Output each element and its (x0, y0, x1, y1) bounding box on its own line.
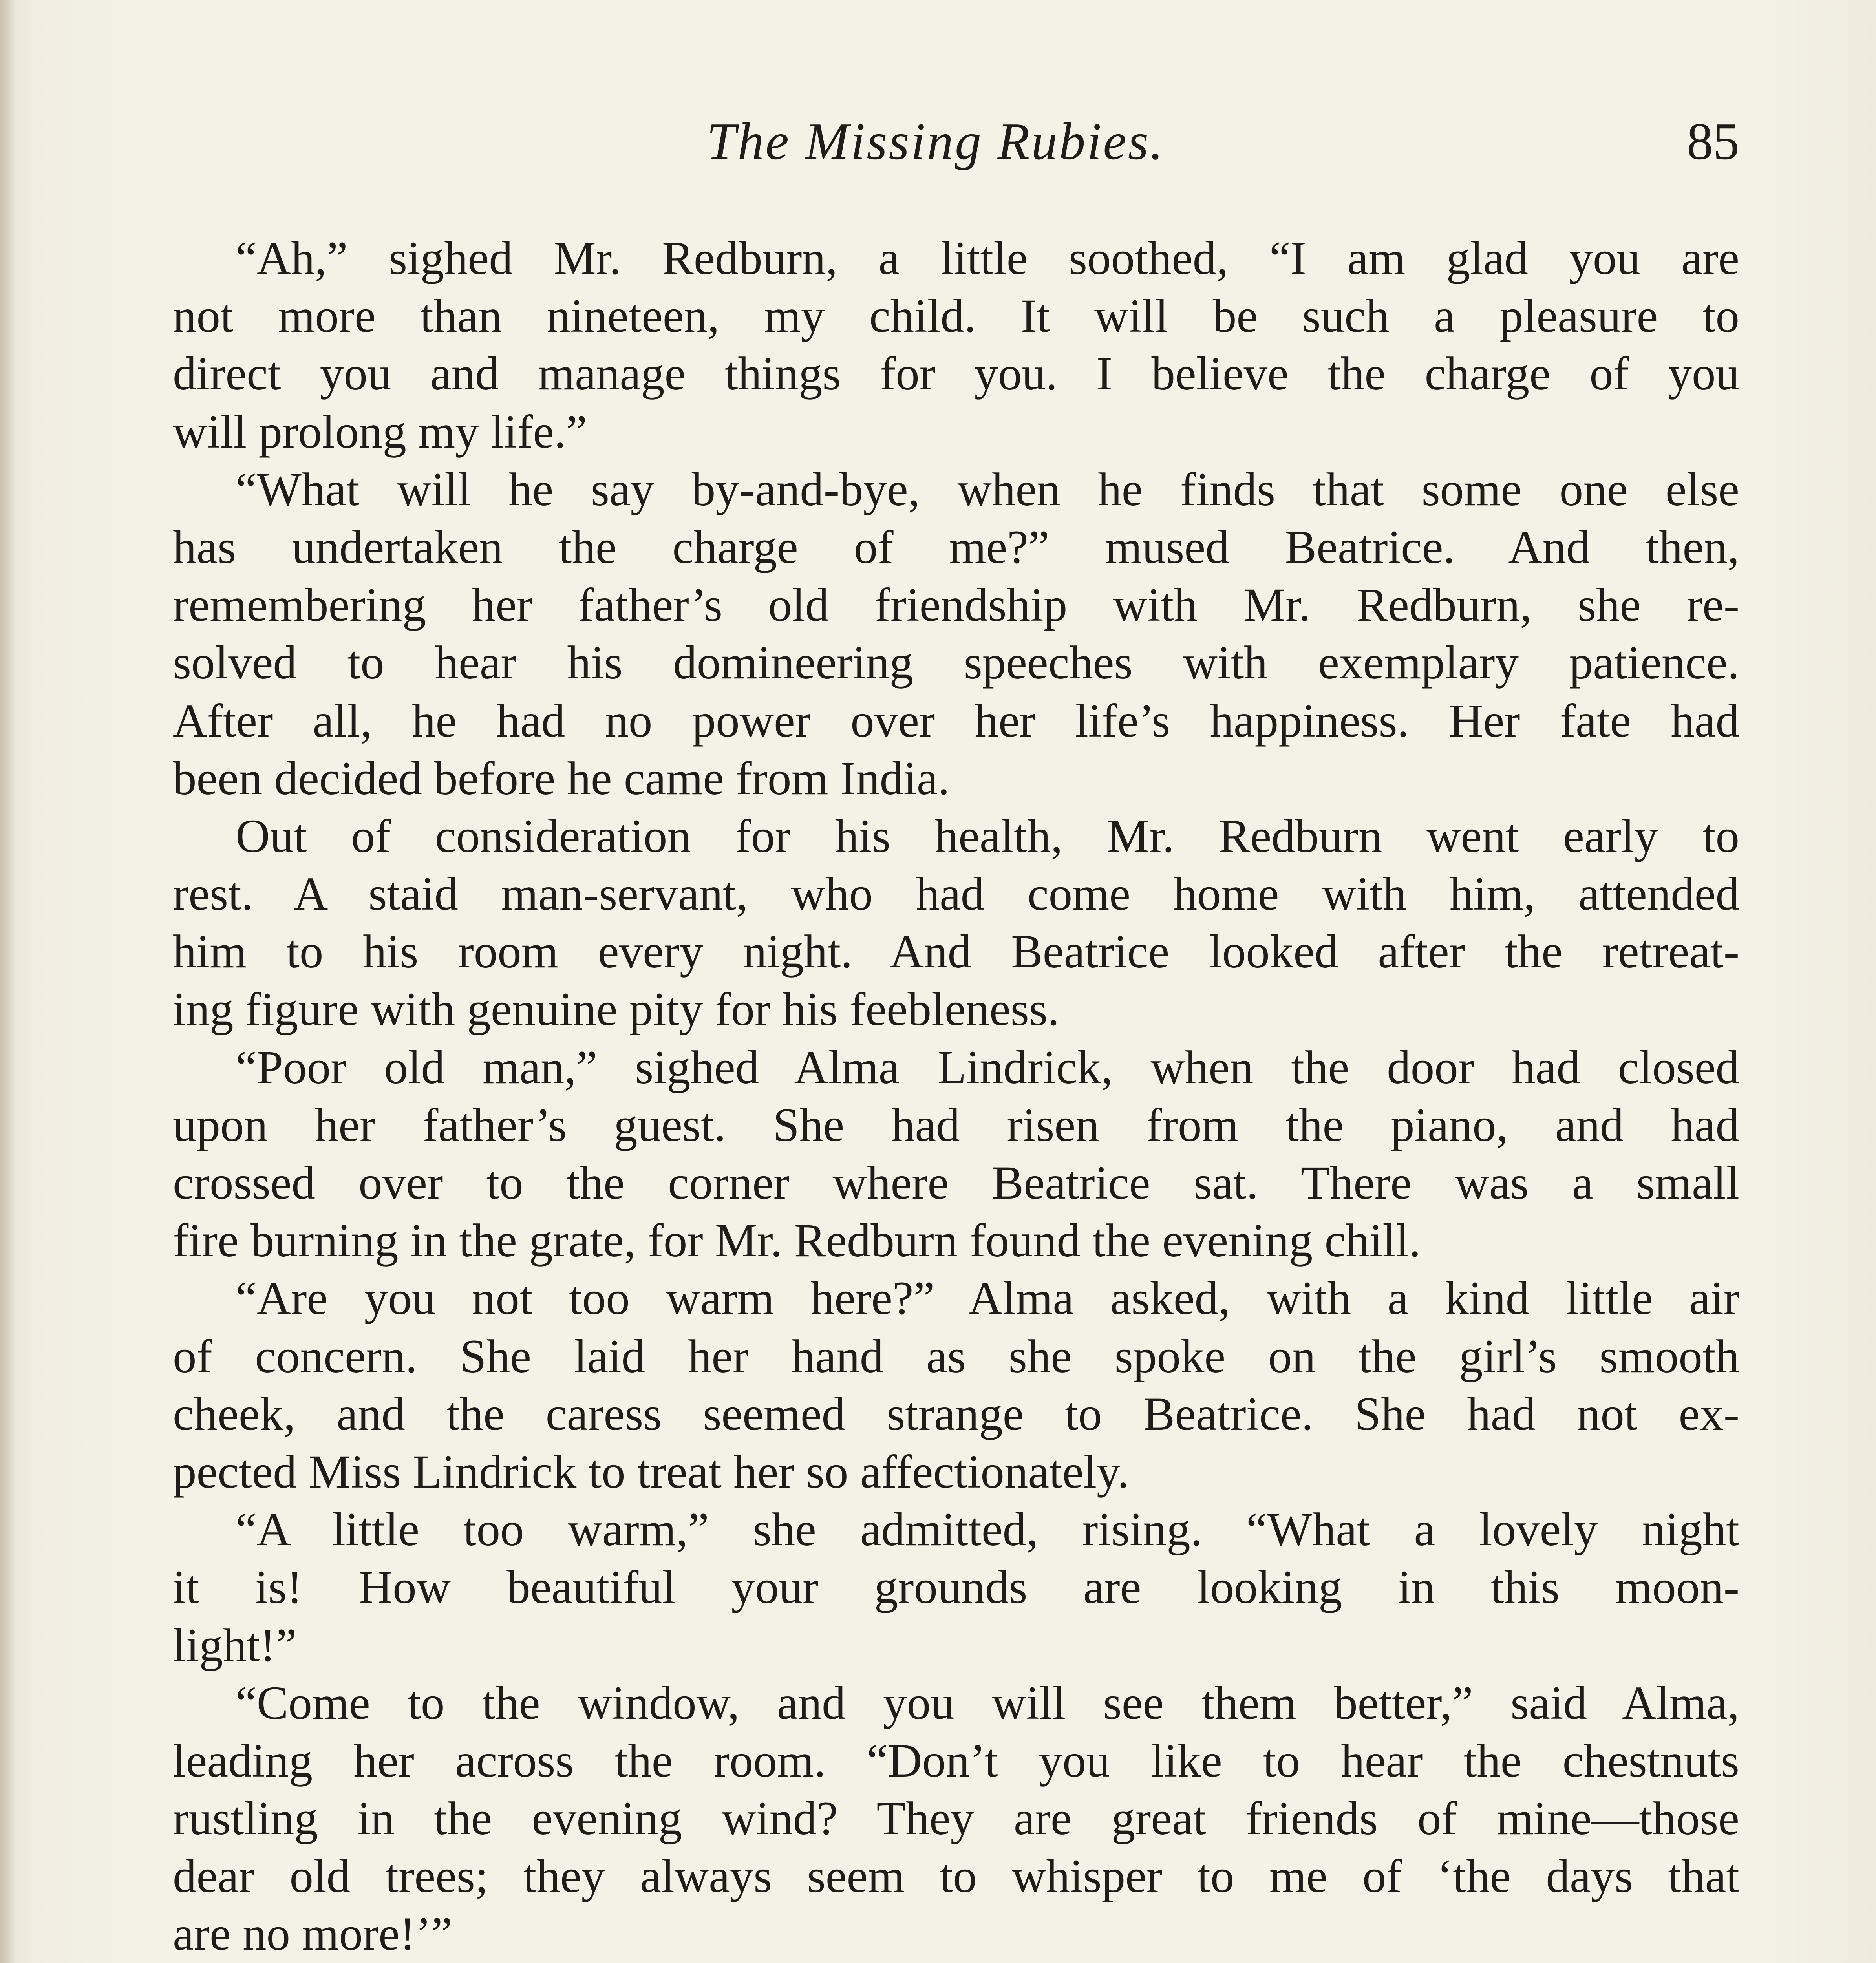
text-line: of concern. She laid her hand as she spoke on the girl’s smooth (173, 1330, 1739, 1383)
body-text (173, 230, 1739, 1963)
text-line: “What will he say by-and-bye, when he finds that some one else (236, 463, 1739, 516)
text-line: ing figure with genuine pity for his feebleness. (173, 983, 1060, 1036)
text-line: are no more!’” (173, 1908, 453, 1961)
text-line: “Ah,” sighed Mr. Redburn, a little soothed, “I am glad you are (236, 232, 1739, 285)
text-line: “Are you not too warm here?” Alma asked, with a kind little air (236, 1272, 1739, 1325)
text-line: pected Miss Lindrick to treat her so affectionately. (173, 1445, 1129, 1498)
text-line: him to his room every night. And Beatrice looked after the retreat- (173, 925, 1739, 978)
text-line: not more than nineteen, my child. It will be such a pleasure to (173, 290, 1739, 343)
text-line: dear old trees; they always seem to whisper to me of ‘the days that (173, 1850, 1739, 1903)
text-line: direct you and manage things for you. I believe the charge of you (173, 347, 1739, 400)
page-number: 85 (1687, 112, 1739, 170)
running-title: The Missing Rubies. (707, 112, 1165, 170)
text-line: fire burning in the grate, for Mr. Redburn found the evening chill. (173, 1214, 1421, 1267)
text-line: light!” (173, 1619, 297, 1672)
spine-shadow (0, 0, 16, 1963)
text-line: has undertaken the charge of me?” mused Beatrice. And then, (173, 521, 1739, 574)
text-line: crossed over to the corner where Beatrice sat. There was a small (173, 1157, 1739, 1209)
text-line: cheek, and the caress seemed strange to Beatrice. She had not ex- (173, 1387, 1739, 1440)
text-line: solved to hear his domineering speeches with exemplary patience. (173, 636, 1739, 689)
text-line: “Poor old man,” sighed Alma Lindrick, when the door had closed (236, 1041, 1739, 1094)
text-line: it is! How beautiful your grounds are looking in this moon- (173, 1561, 1739, 1614)
text-line: will prolong my life.” (173, 405, 587, 458)
text-line: After all, he had no power over her life’s happiness. Her fate had (173, 694, 1739, 747)
text-line: been decided before he came from India. (173, 752, 950, 805)
text-line: rest. A staid man-servant, who had come home with him, attended (173, 868, 1739, 921)
text-line: upon her father’s guest. She had risen from the piano, and had (173, 1098, 1739, 1151)
running-header (165, 106, 1739, 177)
text-line: “A little too warm,” she admitted, rising. “What a lovely night (236, 1503, 1739, 1556)
text-line: leading her across the room. “Don’t you like to hear the chestnuts (173, 1734, 1739, 1787)
text-line: remembering her father’s old friendship with Mr. Redburn, she re- (173, 579, 1739, 632)
text-line: “Come to the window, and you will see them better,” said Alma, (236, 1676, 1739, 1729)
text-line: rustling in the evening wind? They are great friends of mine—those (173, 1792, 1739, 1845)
text-line: Out of consideration for his health, Mr. Redburn went early to (236, 810, 1739, 863)
